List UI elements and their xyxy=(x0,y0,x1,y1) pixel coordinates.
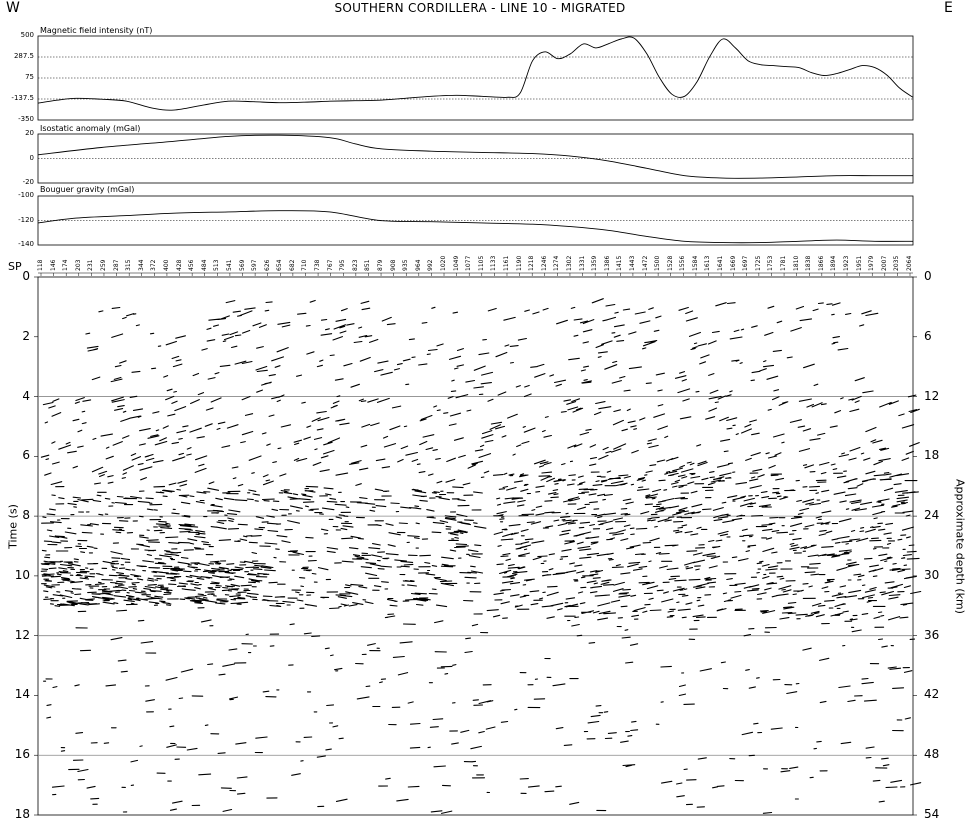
sp-label-35: 1105 xyxy=(477,255,485,271)
sp-label-42: 1302 xyxy=(565,255,573,271)
time-tick-5: 10 xyxy=(14,567,30,582)
time-tick-4: 8 xyxy=(22,508,30,523)
sp-label-11: 428 xyxy=(175,259,183,271)
bouguer-panel-title: Bouguer gravity (mGal) xyxy=(40,185,135,194)
bouguer-ytick-0: -100 xyxy=(18,191,34,199)
isostatic-series-line-0 xyxy=(38,135,913,178)
bouguer-ytick-1: -120 xyxy=(18,215,34,224)
sp-label-66: 1979 xyxy=(868,255,876,271)
depth-tick-1: 6 xyxy=(924,328,932,343)
sp-label-59: 1781 xyxy=(780,255,788,271)
isostatic-ytick-0: 20 xyxy=(25,129,34,137)
sp-label-4: 231 xyxy=(87,259,95,271)
sp-label-2: 174 xyxy=(62,259,70,271)
time-tick-0: 0 xyxy=(22,269,30,283)
sp-label-8: 344 xyxy=(137,259,145,271)
bouguer-frame xyxy=(38,196,913,245)
magnetic-ytick-2: 75 xyxy=(25,73,34,81)
magnetic-panel-title: Magnetic field intensity (nT) xyxy=(40,26,153,35)
sp-label-49: 1500 xyxy=(654,255,662,271)
sp-label-36: 1133 xyxy=(490,255,498,271)
sp-label: SP xyxy=(8,260,22,273)
bouguer-series-line-0 xyxy=(38,211,913,243)
sp-label-63: 1894 xyxy=(830,255,838,271)
sp-label-23: 767 xyxy=(326,259,334,271)
sp-label-38: 1190 xyxy=(515,255,523,271)
sp-label-41: 1274 xyxy=(553,255,561,271)
sp-label-19: 654 xyxy=(276,259,284,271)
sp-label-7: 315 xyxy=(125,259,133,271)
sp-label-37: 1161 xyxy=(502,255,510,271)
sp-label-10: 400 xyxy=(162,259,170,271)
sp-label-69: 2064 xyxy=(906,255,913,271)
time-tick-9: 18 xyxy=(14,807,30,821)
sp-label-34: 1077 xyxy=(465,255,473,271)
sp-label-27: 879 xyxy=(377,259,385,271)
sp-label-44: 1359 xyxy=(591,255,599,271)
time-tick-1: 2 xyxy=(22,328,30,343)
sp-label-12: 456 xyxy=(188,259,196,271)
sp-label-17: 597 xyxy=(251,259,259,271)
magnetic-ytick-1: 287.5 xyxy=(13,52,34,60)
depth-tick-8: 48 xyxy=(924,747,940,762)
sp-label-56: 1697 xyxy=(742,255,750,271)
depth-tick-6: 36 xyxy=(924,627,940,642)
sp-label-40: 1246 xyxy=(540,255,548,271)
sp-label-1: 146 xyxy=(49,259,57,271)
depth-tick-0: 0 xyxy=(924,269,932,283)
depth-tick-5: 30 xyxy=(924,567,940,582)
sp-label-64: 1923 xyxy=(843,255,851,271)
sp-label-61: 1838 xyxy=(805,255,813,271)
sp-label-45: 1386 xyxy=(603,255,611,271)
sp-label-25: 823 xyxy=(351,259,359,271)
sp-label-54: 1641 xyxy=(717,255,725,271)
depth-tick-3: 18 xyxy=(924,448,940,463)
bouguer-ytick-2: -140 xyxy=(18,240,34,248)
sp-label-16: 569 xyxy=(238,259,246,271)
sp-label-39: 1218 xyxy=(528,255,536,271)
time-tick-6: 12 xyxy=(14,627,30,642)
sp-label-20: 682 xyxy=(288,259,296,271)
sp-label-55: 1669 xyxy=(729,255,737,271)
sp-label-6: 287 xyxy=(112,259,120,271)
west-label: W xyxy=(6,0,20,16)
sp-label-50: 1528 xyxy=(666,255,674,271)
sp-label-60: 1810 xyxy=(792,255,800,271)
magnetic-ytick-4: -350 xyxy=(18,115,34,123)
seismic-frame xyxy=(38,277,913,815)
sp-label-57: 1725 xyxy=(754,255,762,271)
time-tick-7: 14 xyxy=(14,687,30,702)
sp-label-9: 372 xyxy=(150,259,158,271)
isostatic-ytick-2: -20 xyxy=(22,178,34,186)
sp-label-52: 1584 xyxy=(691,255,699,271)
sp-label-0: 118 xyxy=(37,259,44,271)
sp-label-46: 1415 xyxy=(616,255,624,271)
sp-label-58: 1753 xyxy=(767,255,775,271)
sp-label-22: 738 xyxy=(314,259,322,271)
sp-label-32: 1020 xyxy=(440,255,447,271)
time-tick-2: 4 xyxy=(22,388,30,403)
magnetic-ytick-3: -137.5 xyxy=(11,94,34,102)
time-axis-label: Time (s) xyxy=(6,504,20,549)
depth-tick-2: 12 xyxy=(924,388,940,403)
magnetic-ytick-0: 500 xyxy=(20,31,34,39)
depth-axis-label: Approximate depth (km) xyxy=(953,479,967,614)
sp-label-28: 908 xyxy=(389,259,397,271)
east-label: E xyxy=(944,0,953,16)
figure-title: SOUTHERN CORDILLERA - LINE 10 - MIGRATED xyxy=(334,1,626,15)
magnetic-series-line-0 xyxy=(38,37,913,110)
sp-label-47: 1443 xyxy=(628,255,636,271)
magnetic-frame xyxy=(38,36,913,120)
depth-tick-4: 24 xyxy=(924,508,940,523)
sp-label-67: 2007 xyxy=(880,255,888,271)
isostatic-panel-title: Isostatic anomaly (mGal) xyxy=(40,124,141,133)
depth-tick-9: 54 xyxy=(924,807,940,821)
sp-label-18: 626 xyxy=(263,259,271,271)
isostatic-ytick-1: 0 xyxy=(29,153,34,162)
sp-label-43: 1331 xyxy=(578,255,586,271)
sp-label-24: 795 xyxy=(339,259,347,271)
sp-label-14: 513 xyxy=(213,259,221,271)
sp-label-48: 1472 xyxy=(641,255,649,271)
sp-label-65: 1951 xyxy=(855,255,863,271)
sp-label-53: 1613 xyxy=(704,255,712,271)
sp-label-26: 851 xyxy=(364,259,372,271)
sp-label-68: 2035 xyxy=(893,255,901,271)
sp-label-31: 992 xyxy=(427,259,435,271)
sp-label-62: 1866 xyxy=(817,255,825,271)
sp-label-3: 203 xyxy=(74,259,82,271)
sp-label-15: 541 xyxy=(225,259,233,271)
sp-label-5: 259 xyxy=(99,259,107,271)
depth-tick-7: 42 xyxy=(924,687,940,702)
time-tick-8: 16 xyxy=(14,747,30,762)
sp-label-21: 710 xyxy=(301,259,309,271)
sp-label-30: 964 xyxy=(414,259,422,271)
sp-label-29: 935 xyxy=(402,259,410,271)
sp-label-33: 1049 xyxy=(452,255,460,271)
time-tick-3: 6 xyxy=(22,448,30,463)
sp-label-13: 484 xyxy=(200,259,208,271)
sp-label-51: 1556 xyxy=(679,255,687,271)
